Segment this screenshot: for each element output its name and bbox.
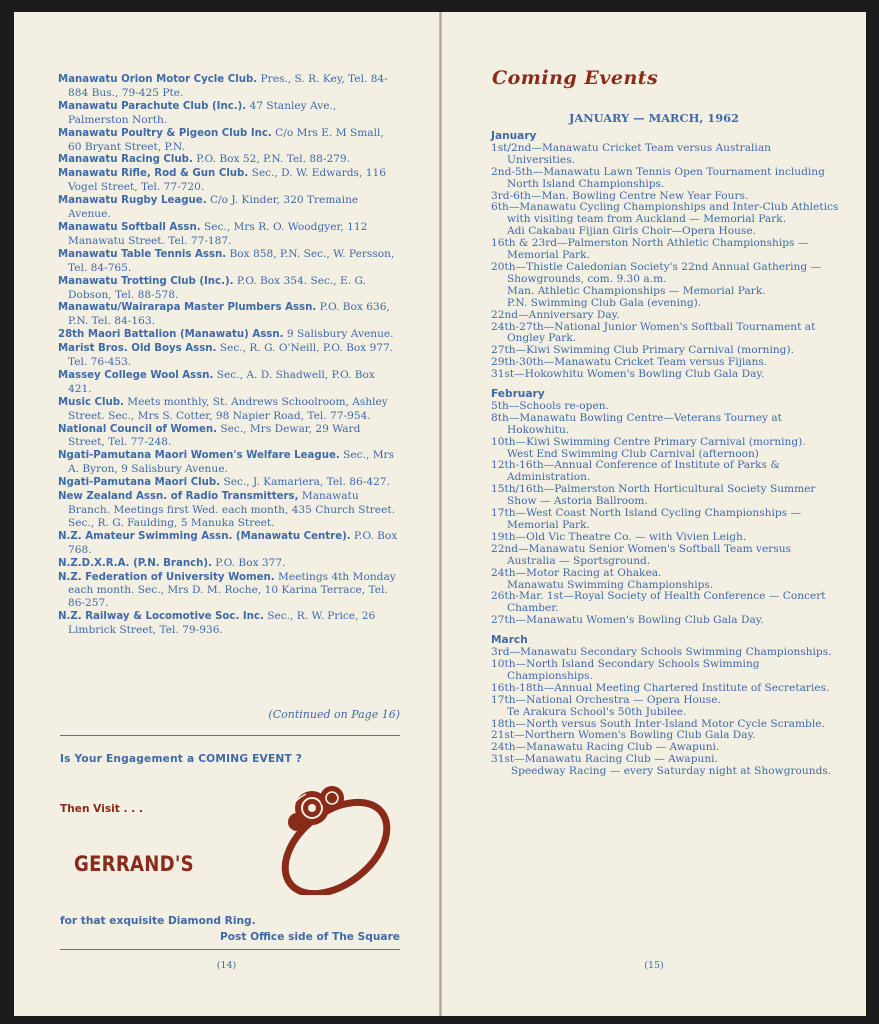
- event-item: 21st—Northern Women's Bowling Club Gala Day.: [491, 729, 756, 742]
- club-entry: [58, 100, 400, 127]
- event-item: 15th/16th—Palmerston North Horticultural Society Summer Show — Astoria Ballroom.: [491, 483, 816, 508]
- ad-question: Is Your Engagement a COMING EVENT ?: [60, 753, 303, 765]
- event-item: Te Arakura School's 50th Jubilee.: [507, 705, 687, 718]
- club-name: Manawatu Table Tennis Assn.: [58, 248, 227, 260]
- event-item: 27th—Kiwi Swimming Club Primary Carnival (morning).: [491, 344, 794, 357]
- event-item: 20th—Thistle Caledonian Society's 22nd Annual Gathering — Showgrounds, com. 9.30 a.m.: [491, 260, 822, 285]
- diamond-ring-icon: [264, 770, 399, 895]
- section-title: Coming Events: [492, 67, 659, 89]
- club-entry: [58, 248, 400, 275]
- club-details: C/o Mrs E. M Small, 60 Bryant Street, P.N.: [68, 126, 384, 153]
- event-item: 3rd—Manawatu Secondary Schools Swimming Championships.: [491, 646, 832, 659]
- club-name: Ngati-Pamutana Maori Women's Welfare League.: [58, 450, 340, 462]
- event-item: Adi Cakabau Fijian Girls Choir—Opera House.: [507, 225, 757, 238]
- club-name: Manawatu Rugby League.: [58, 195, 207, 207]
- events-list: [491, 131, 841, 778]
- club-name: Manawatu Trotting Club (Inc.).: [58, 275, 234, 287]
- event-item: 16th & 23rd—Palmerston North Athletic Championships — Memorial Park.: [491, 237, 809, 262]
- event-item: Man. Athletic Championships — Memorial Park.: [507, 284, 766, 297]
- event-item: P.N. Swimming Club Gala (evening).: [507, 296, 702, 309]
- club-details: 47 Stanley Ave., Palmerston North.: [68, 99, 337, 126]
- club-details: Meets monthly, St. Andrews Schoolroom, Ashley Street. Sec., Mrs S. Cotter, 98 Napier Road, Tel. 77-954.: [68, 395, 388, 422]
- event-item: 6th—Manawatu Cycling Championships and Inter-Club Athletics with visiting team from Auckland — Memorial Park.: [491, 201, 839, 226]
- club-entry: [58, 557, 400, 571]
- club-name: Manawatu Racing Club.: [58, 154, 193, 166]
- club-name: Manawatu Parachute Club (Inc.).: [58, 100, 247, 112]
- club-entry: [58, 396, 400, 423]
- club-name: Massey College Wool Assn.: [58, 369, 214, 381]
- event-item: 31st—Hokowhitu Women's Bowling Club Gala Day.: [491, 368, 765, 381]
- club-details: P.O. Box 768.: [68, 529, 398, 556]
- page-number: (14): [216, 960, 237, 971]
- club-details: Box 858, P.N. Sec., W. Persson, Tel. 84-765.: [68, 247, 395, 274]
- club-name: Manawatu Rifle, Rod & Gun Club.: [58, 168, 249, 180]
- month-heading: January: [491, 130, 537, 142]
- month-heading: March: [491, 634, 528, 647]
- event-item: 22nd—Manawatu Senior Women's Softball Team versus Australia — Sportsground.: [491, 542, 792, 567]
- event-item: 5th—Schools re-open.: [491, 399, 609, 412]
- right-page: [442, 12, 866, 1016]
- club-entry: [58, 73, 400, 100]
- club-name: Music Club.: [58, 396, 124, 408]
- event-item: Manawatu Swimming Championships.: [507, 578, 714, 591]
- event-item: West End Swimming Club Carnival (afternoon): [507, 447, 759, 460]
- booklet-spread: [14, 12, 866, 1016]
- club-name: Marist Bros. Old Boys Assn.: [58, 343, 217, 355]
- club-name: Manawatu/Wairarapa Master Plumbers Assn.: [58, 302, 317, 314]
- club-name: 28th Maori Battalion (Manawatu) Assn.: [58, 329, 284, 341]
- club-details: Meetings 4th Monday each month. Sec., Mrs D. M. Roche, 10 Karina Terrace, Tel. 86-257.: [68, 570, 396, 610]
- club-name: N.Z. Railway & Locomotive Soc. Inc.: [58, 611, 264, 623]
- club-name: Manawatu Poultry & Pigeon Club Inc.: [58, 127, 272, 139]
- club-name: N.Z. Federation of University Women.: [58, 571, 275, 583]
- club-details: 9 Salisbury Avenue.: [286, 328, 394, 341]
- club-entry: [58, 490, 400, 530]
- club-details: P.O. Box 636, P.N. Tel. 84-163.: [68, 301, 390, 328]
- event-item: 17th—West Coast North Island Cycling Championships — Memorial Park.: [491, 507, 802, 531]
- club-entry: [58, 449, 400, 476]
- club-entry: [58, 342, 400, 369]
- club-details: Sec., D. W. Edwards, 116 Vogel Street, Tel. 77-720.: [68, 167, 386, 194]
- event-item: 8th—Manawatu Bowling Centre—Veterans Tourney at Hokowhitu.: [491, 411, 782, 436]
- event-item: 18th—North versus South Inter-Island Motor Cycle Scramble.: [491, 717, 825, 730]
- club-name: N.Z.D.X.R.A. (P.N. Branch).: [58, 557, 212, 569]
- event-item: 10th—Kiwi Swimming Centre Primary Carnival (morning).: [491, 435, 806, 448]
- divider-rule: [60, 735, 400, 736]
- club-details: Sec., Mrs R. O. Woodgyer, 112 Manawatu Street. Tel. 77-187.: [68, 220, 368, 247]
- event-item: 12th-16th—Annual Conference of Institute of Parks & Administration.: [491, 459, 780, 484]
- club-entry: [58, 167, 400, 194]
- club-entry: [58, 127, 400, 154]
- divider-rule: [60, 949, 400, 950]
- left-page: [14, 12, 439, 1016]
- ad-brand-name: GERRAND'S: [74, 852, 194, 876]
- event-item: 26th-Mar. 1st—Royal Society of Health Conference — Concert Chamber.: [491, 590, 826, 615]
- club-name: New Zealand Assn. of Radio Transmitters,: [58, 491, 299, 503]
- club-details: Sec., Mrs A. Byron, 9 Salisbury Avenue.: [68, 449, 395, 476]
- event-item: 16th-18th—Annual Meeting Chartered Institute of Secretaries.: [491, 681, 830, 694]
- club-details: P.O. Box 52, P.N. Tel. 88-279.: [196, 153, 351, 166]
- club-name: National Council of Women.: [58, 423, 217, 435]
- club-details: C/o J. Kinder, 320 Tremaine Avenue.: [68, 194, 359, 221]
- event-item: 29th-30th—Manawatu Cricket Team versus Fijians.: [491, 356, 768, 369]
- event-item: 2nd-5th—Manawatu Lawn Tennis Open Tournament including North Island Championships.: [491, 165, 825, 190]
- club-entry: [58, 275, 400, 302]
- club-details: Sec., R. W. Price, 26 Limbrick Street, Tel. 79-936.: [68, 610, 376, 637]
- event-item: 17th—National Orchestra — Opera House.: [491, 693, 721, 706]
- club-details: Sec., A. D. Shadwell, P.O. Box 421.: [68, 368, 375, 395]
- event-item: 24th—Motor Racing at Ohakea.: [491, 566, 662, 579]
- club-entry: [58, 571, 400, 611]
- continued-note: (Continued on Page 16): [268, 708, 400, 721]
- ad-tagline: for that exquisite Diamond Ring.: [60, 915, 256, 927]
- event-item: 22nd—Anniversary Day.: [491, 308, 620, 321]
- event-item: 24th—Manawatu Racing Club — Awapuni.: [491, 741, 720, 754]
- club-entry: [58, 610, 400, 637]
- club-details: Pres., S. R. Key, Tel. 84-884 Bus., 79-425 Pte.: [68, 73, 388, 99]
- club-entry: [58, 423, 400, 450]
- date-range-heading: JANUARY — MARCH, 1962: [568, 111, 739, 125]
- club-directory: [58, 73, 400, 637]
- event-item: 31st—Manawatu Racing Club — Awapuni.: [491, 753, 718, 766]
- club-details: Manawatu Branch. Meetings first Wed. each month, 435 Church Street. Sec., R. G. Faulding, 5 Manuka Street.: [68, 490, 395, 529]
- club-entry: [58, 301, 400, 328]
- event-item: 3rd-6th—Man. Bowling Centre New Year Fours.: [491, 189, 749, 202]
- club-entry: [58, 476, 400, 490]
- club-details: Sec., Mrs Dewar, 29 Ward Street, Tel. 77-248.: [68, 422, 361, 449]
- club-details: P.O. Box 377.: [215, 556, 286, 569]
- club-entry: [58, 153, 400, 167]
- club-entry: [58, 328, 400, 342]
- event-item: 27th—Manawatu Women's Bowling Club Gala Day.: [491, 614, 764, 627]
- club-entry: [58, 530, 400, 557]
- event-item: 24th-27th—National Junior Women's Softball Tournament at Ongley Park.: [491, 320, 816, 345]
- page-number: (15): [644, 960, 664, 971]
- club-name: Manawatu Orion Motor Cycle Club.: [58, 74, 258, 85]
- club-details: Sec., R. G. O'Neill, P.O. Box 977. Tel. 76-453.: [68, 342, 394, 369]
- ad-location: Post Office side of The Square: [220, 931, 400, 943]
- club-name: N.Z. Amateur Swimming Assn. (Manawatu Centre).: [58, 530, 351, 542]
- event-item: Speedway Racing — every Saturday night at Showgrounds.: [510, 765, 832, 778]
- event-item: 1st/2nd—Manawatu Cricket Team versus Australian Universities.: [491, 141, 771, 166]
- club-entry: [58, 194, 400, 221]
- event-item: 19th—Old Vic Theatre Co. — with Vivien Leigh.: [491, 530, 747, 543]
- club-details: Sec., J. Kamariera, Tel. 86-427.: [223, 476, 390, 489]
- event-item: 10th—North Island Secondary Schools Swimming Championships.: [491, 657, 760, 682]
- club-details: P.O. Box 354. Sec., E. G. Dobson, Tel. 88-578.: [68, 274, 366, 301]
- club-entry: [58, 221, 400, 248]
- club-name: Manawatu Softball Assn.: [58, 221, 201, 233]
- club-entry: [58, 369, 400, 396]
- club-name: Ngati-Pamutana Maori Club.: [58, 477, 221, 489]
- month-heading: February: [491, 388, 545, 401]
- ad-visit-text: Then Visit . . .: [60, 803, 143, 815]
